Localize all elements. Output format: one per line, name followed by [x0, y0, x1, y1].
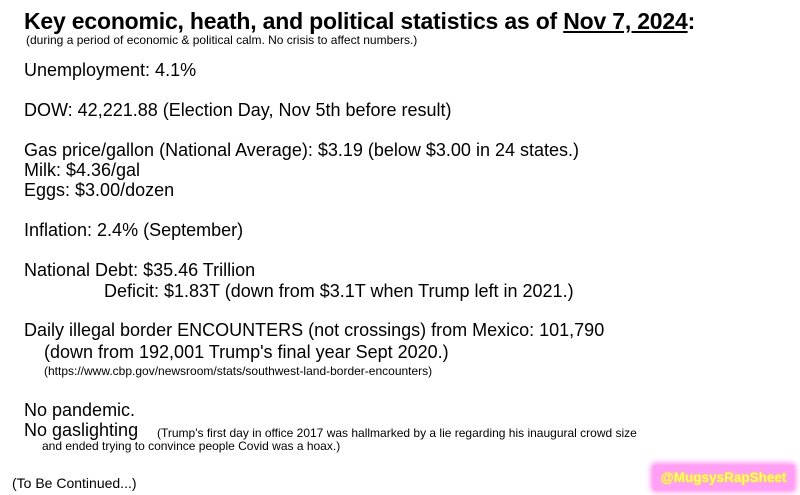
gas-stat: Gas price/gallon (National Average): $3.19 (below $3.00 in 24 states.)	[24, 140, 579, 160]
title-date: Nov 7, 2024	[563, 8, 688, 34]
author-handle-badge	[653, 465, 794, 490]
eggs-stat: Eggs: $3.00/dozen	[24, 180, 175, 200]
border-note: (down from 192,001 Trump's final year Sept 2020.)	[44, 342, 449, 362]
gaslighting-stat: No gaslighting	[24, 420, 139, 440]
dow-stat: DOW: 42,221.88 (Election Day, Nov 5th before result)	[24, 100, 452, 120]
title-colon: :	[687, 8, 696, 34]
unemployment-stat: Unemployment: 4.1%	[24, 60, 197, 80]
border-stat: Daily illegal border ENCOUNTERS (not crossings) from Mexico: 101,790	[24, 320, 605, 340]
subtitle: (during a period of economic & political calm. No crisis to affect numbers.)	[26, 33, 418, 47]
to-be-continued: (To Be Continued...)	[12, 475, 137, 491]
page-title	[24, 8, 695, 35]
gaslighting-note-line-2: and ended trying to convince people Covid was a hoax.)	[42, 439, 341, 453]
pandemic-stat: No pandemic.	[24, 400, 136, 420]
milk-stat: Milk: $4.36/gal	[24, 160, 141, 180]
title-text: Key economic, heath, and political statistics as of	[24, 8, 564, 34]
inflation-stat: Inflation: 2.4% (September)	[24, 220, 244, 240]
gaslighting-note-line-1: (Trump's first day in office 2017 was hallmarked by a lie regarding his inaugural crowd size	[157, 426, 637, 440]
deficit-stat: Deficit: $1.83T (down from $3.1T when Trump left in 2021.)	[104, 281, 574, 301]
debt-stat: National Debt: $35.46 Trillion	[24, 260, 256, 280]
author-handle: @MugsysRapSheet	[660, 470, 787, 485]
border-source-url: (https://www.cbp.gov/newsroom/stats/southwest-land-border-encounters)	[44, 364, 433, 378]
